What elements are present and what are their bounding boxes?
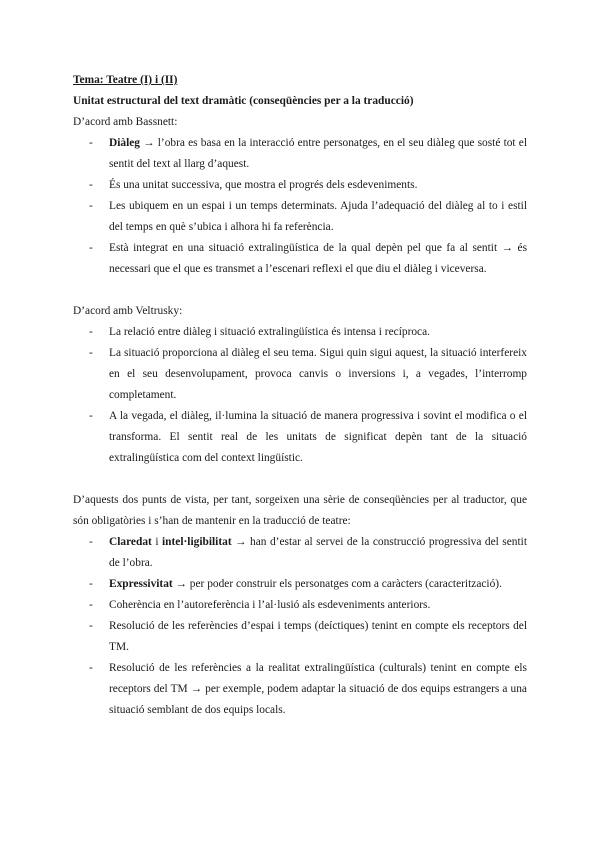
list-item-text: → han d’estar al servei de la construcció progressiva del sentit de l’obra. — [109, 536, 527, 569]
veltrusky-list — [73, 322, 527, 469]
veltrusky-intro: D’acord amb Veltrusky: — [73, 305, 183, 317]
document-title: Tema: Teatre (I) i (II) — [73, 74, 178, 86]
list-item-text: La situació proporciona al diàleg el seu tema. Sigui quin sigui aquest, la situació interfereix en el seu desenvolupament, provoca canvis o inversions i, a vegades, l’interromp completament. — [109, 347, 527, 401]
list-item-text: És una unitat successiva, que mostra el progrés dels esdeveniments. — [109, 179, 418, 191]
list-item — [109, 238, 527, 280]
list-item-text: → per poder construir els personatges com a caràcters (caracterització). — [172, 578, 502, 590]
list-item — [109, 532, 527, 574]
list-item — [109, 133, 527, 175]
list-item-text: Resolució de les referències d’espai i temps (deíctiques) tenint en compte els receptors del TM. — [109, 620, 527, 653]
list-item — [109, 616, 527, 658]
list-item-text: Les ubiquem en un espai i un temps determinats. Ajuda l’adequació del diàleg al to i estil del temps en què s’ubica i alhora hi fa referència. — [109, 200, 527, 233]
term-intelligibilitat: intel·ligibilitat — [162, 536, 232, 548]
list-item — [109, 574, 527, 595]
consequences-list — [73, 532, 527, 721]
list-item — [109, 175, 527, 196]
bassnett-intro: D’acord amb Bassnett: — [73, 116, 178, 128]
section-subtitle: Unitat estructural del text dramàtic (conseqüències per a la traducció) — [73, 95, 414, 107]
list-item-text: Resolució de les referències a la realitat extralingüística (culturals) tenint en compte els receptors del TM → per exemple, podem adaptar la situació de dos equips estrangers a una situació semblant de dos equips locals. — [109, 662, 527, 716]
list-item-text: Coherència en l’autoreferència i l’al·lusió als esdeveniments anteriors. — [109, 599, 431, 611]
list-item-text: La relació entre diàleg i situació extralingüística és intensa i recíproca. — [109, 326, 431, 338]
term-dialeg: Diàleg — [109, 137, 141, 149]
list-item-text: → l’obra es basa en la interacció entre personatges, en el seu diàleg que sosté tot el sentit del text al llarg d’aquest. — [109, 137, 527, 170]
spacer — [73, 280, 527, 301]
list-item-text: Està integrat en una situació extralingüística de la qual depèn pel que fa al sentit → és necessari que el que es transmet a l’escenari reflexi el que diu el diàleg i viceversa. — [109, 242, 527, 275]
list-item — [109, 406, 527, 469]
list-item — [109, 595, 527, 616]
document-page — [73, 70, 527, 721]
term-expressivitat: Expressivitat — [109, 578, 173, 590]
list-item-text: A la vegada, el diàleg, il·lumina la situació de manera progressiva i sovint el modifica o el transforma. El sentit real de les unitats de significat depèn tant de la situació extralingüística com del context lingüístic. — [109, 410, 527, 464]
list-item — [109, 658, 527, 721]
list-item — [109, 196, 527, 238]
list-item — [109, 322, 527, 343]
term-claredat: Claredat — [109, 536, 152, 548]
consequences-intro: D’aquests dos punts de vista, per tant, sorgeixen una sèrie de conseqüències per al traductor, que són obligatòries i s’han de mantenir en la traducció de teatre: — [73, 494, 527, 527]
list-item-connector: i — [151, 536, 162, 548]
spacer — [73, 469, 527, 490]
bassnett-list — [73, 133, 527, 280]
list-item — [109, 343, 527, 406]
